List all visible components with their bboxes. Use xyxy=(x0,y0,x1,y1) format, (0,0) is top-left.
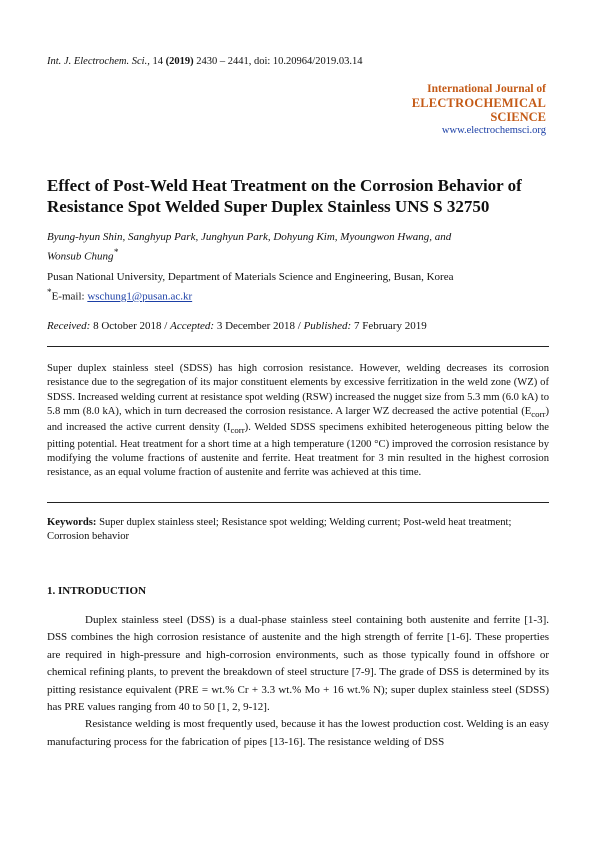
introduction-body xyxy=(47,612,549,751)
abstract-text-2: ) and increased the active current density (I xyxy=(47,405,549,434)
published-date: 7 February 2019 xyxy=(351,320,427,332)
volume: 14 xyxy=(152,56,163,67)
dates-line xyxy=(47,320,427,332)
abstract-sub-2: corr xyxy=(230,425,245,436)
abstract-text-1: Super duplex stainless steel (SDSS) has high corrosion resistance. However, welding decreases its corrosion resistance due to the segregation of its major constituent elements by excessive ferritization in the weld zone (WZ) of SDSS. Increased welding current at resistance spot welding (RSW) increased the nugget size from 5.3 mm (6.0 kA) to 5.8 mm (8.0 kA), which in turn decreased the corrosion resistance. A larger WZ decreased the active potential (E xyxy=(47,363,549,417)
affiliation: Pusan National University, Department of Materials Science and Engineering, Busan, Korea xyxy=(47,271,454,283)
paper-title: Effect of Post-Weld Heat Treatment on the Corrosion Behavior of Resistance Spot Welded Super Duplex Stainless UNS S 32750 xyxy=(47,176,522,216)
paragraph: Resistance welding is most frequently used, because it has the lowest production cost. Welding is an easy manufacturing process for the fabrication of pipes [13-16]. The resistance welding of DSS xyxy=(47,718,549,748)
pages-doi: 2430 – 2441, doi: 10.20964/2019.03.14 xyxy=(196,56,363,67)
journal-abbrev: Int. J. Electrochem. Sci., xyxy=(47,56,150,67)
abstract-top-rule xyxy=(47,346,549,347)
journal-logo-line1: International Journal of xyxy=(427,83,546,95)
abstract-sub-1: corr xyxy=(531,409,546,419)
published-label: Published: xyxy=(303,320,352,332)
journal-logo-line2: ELECTROCHEMICAL xyxy=(411,96,546,110)
journal-logo xyxy=(412,82,546,138)
keywords-text: Super duplex stainless steel; Resistance spot welding; Welding current; Post-weld heat treatment; Corrosion behavior xyxy=(47,517,512,543)
corresponding-author-mark: * xyxy=(113,247,119,257)
email-link[interactable]: wschung1@pusan.ac.kr xyxy=(87,290,193,303)
journal-url-link[interactable]: www.electrochemsci.org xyxy=(441,125,546,136)
contact-line xyxy=(47,285,453,305)
abstract xyxy=(47,362,549,481)
author-list xyxy=(47,230,487,265)
keywords xyxy=(47,516,549,545)
accepted-label: Accepted: xyxy=(170,320,215,332)
received-label: Received: xyxy=(47,320,91,332)
received-date: 8 October 2018 / xyxy=(90,320,171,332)
year: (2019) xyxy=(165,56,194,67)
section-heading: 1. INTRODUCTION xyxy=(47,585,147,597)
citation-line xyxy=(47,56,362,67)
author-names: Byung-hyun Shin, Sanghyup Park, Junghyun Park, Dohyung Kim, Myoungwon Hwang, and Wonsub Chung xyxy=(47,231,452,263)
abstract-bottom-rule xyxy=(47,502,549,503)
accepted-date: 3 December 2018 / xyxy=(214,320,304,332)
affiliation-block xyxy=(47,270,453,305)
keywords-label: Keywords: xyxy=(47,517,97,528)
email-label: E-mail: xyxy=(51,290,88,303)
contact-mark: * xyxy=(47,287,52,297)
journal-logo-line3: SCIENCE xyxy=(490,110,546,124)
paragraph: Duplex stainless steel (DSS) is a dual-phase stainless steel containing both austenite and ferrite [1-3]. DSS combines the high corrosion resistance of austenite and the high strength of ferrite [1-6]. These properties are required in high-pressure and high-corrosion environments, such as those typically found in offshore or chemical refining plants, to prevent the breakdown of steel structure [7-9]. The grade of DSS is determined by its pitting resistance equivalent (PRE = wt.% Cr + 3.3 wt.% Mo + 16 wt.% N); super duplex stainless steel (SDSS) has PRE values ranging from 40 to 50 [1, 2, 9-12]. xyxy=(47,614,549,714)
abstract-text-3: ). Welded SDSS specimens exhibited heterogeneous pitting below the pitting potential. Heat treatment for a short time at a high temperature (1200 °C) improved the corrosion resistance by modifying the volume fractions of austenite and ferrite. Heat treatment for 3 min resulted in the highest corrosion resistance, as an equal volume fraction of austenite and ferrite was achieved at this time. xyxy=(47,422,549,479)
